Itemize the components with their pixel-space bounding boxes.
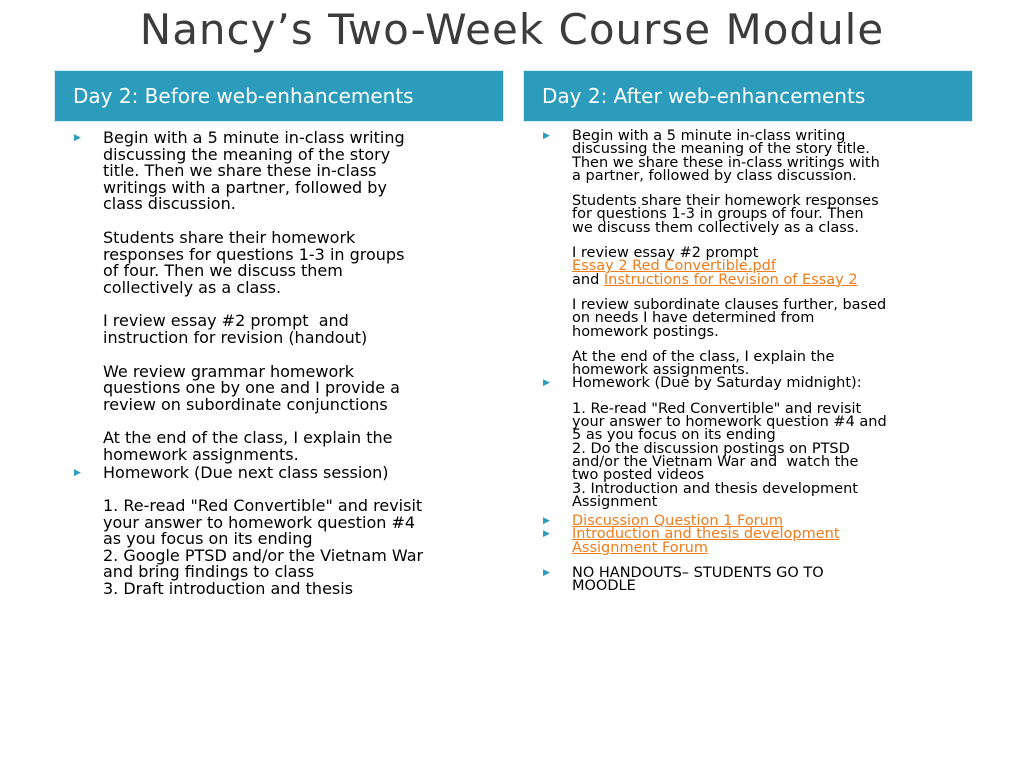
text-line: 2. Do the discussion postings on PTSD: [572, 440, 850, 457]
paragraph: [103, 498, 504, 598]
essay-2-pdf-link[interactable]: Essay 2 Red Convertible.pdf: [572, 258, 776, 275]
text-line: Students share their homework: [103, 227, 356, 247]
text-line: writings with a partner, followed by: [103, 177, 387, 197]
right-column-header-label: Day 2: After web-enhancements: [542, 84, 866, 108]
text-line: 1. Re-read "Red Convertible" and revisit: [572, 400, 862, 417]
discussion-forum-link[interactable]: Discussion Question 1 Forum: [572, 513, 783, 530]
triangle-right-icon: ▶: [74, 467, 81, 478]
right-column: [543, 130, 973, 594]
text-line: questions one by one and I provide a: [103, 378, 400, 398]
text-line: Homework (Due by Saturday midnight):: [572, 375, 862, 392]
text-line: discussing the meaning of the story: [103, 144, 391, 164]
thesis-forum-link-line2[interactable]: Assignment Forum: [572, 539, 708, 556]
text-line: two posted videos: [572, 467, 705, 484]
text-line: Students share their homework responses: [572, 193, 879, 210]
paragraph: [572, 130, 973, 183]
triangle-right-icon: ▶: [543, 378, 550, 389]
text-line: At the end of the class, I explain the: [103, 428, 393, 448]
page-title: Nancy’s Two-Week Course Module: [139, 5, 885, 54]
paragraph: [572, 296, 973, 340]
text-line: I review essay #2 prompt and: [103, 311, 349, 331]
paragraph: [103, 130, 504, 213]
text-line: 2. Google PTSD and/or the Vietnam War: [103, 545, 424, 565]
text-line: We review grammar homework: [103, 361, 355, 381]
text-line: a partner, followed by class discussion.: [572, 167, 857, 184]
paragraph: [572, 528, 973, 555]
text-line: At the end of the class, I explain the: [572, 348, 835, 365]
text-line: NO HANDOUTS– STUDENTS GO TO: [572, 565, 824, 582]
text-line: homework assignments.: [572, 362, 750, 379]
text-line: and bring findings to class: [103, 562, 315, 582]
text-line: Begin with a 5 minute in-class writing: [103, 128, 405, 147]
list-item: [543, 130, 973, 377]
triangle-right-icon: ▶: [543, 529, 550, 540]
text-line: I review essay #2 prompt: [572, 245, 759, 262]
text-line: 1. Re-read "Red Convertible" and revisit: [103, 496, 423, 516]
text-line: Then we share these in-class writings with: [572, 154, 880, 171]
text-line: 3. Introduction and thesis development: [572, 480, 858, 497]
text-line: I review subordinate clauses further, based: [572, 296, 887, 313]
text-line: we discuss them collectively as a class.: [572, 219, 859, 236]
paragraph: [103, 361, 504, 414]
text-line: homework assignments.: [103, 444, 299, 464]
paragraph: [572, 377, 973, 390]
revision-instructions-link[interactable]: Instructions for Revision of Essay 2: [603, 271, 858, 288]
right-column-header: [523, 70, 973, 122]
text-line: 3. Draft introduction and thesis: [103, 579, 354, 599]
paragraph: [103, 430, 504, 463]
text-line: title. Then we share these in-class: [103, 161, 377, 181]
paragraph: [572, 567, 973, 594]
paragraph: [572, 195, 973, 235]
paragraph: [572, 400, 973, 510]
text-line: responses for questions 1-3 in groups: [103, 244, 405, 264]
text-line: homework postings.: [572, 323, 719, 340]
triangle-right-icon: ▶: [543, 568, 550, 579]
text-line: MOODLE: [572, 578, 636, 595]
text-line: 5 as you focus on its ending: [572, 427, 776, 444]
text-line: collectively as a class.: [103, 277, 282, 297]
text-line: your answer to homework question #4: [103, 512, 416, 532]
paragraph: [572, 348, 973, 379]
list-item: [543, 567, 973, 594]
text-line: Assignment: [572, 493, 658, 510]
list-item: [543, 528, 973, 555]
triangle-right-icon: ▶: [74, 133, 81, 143]
triangle-right-icon: ▶: [543, 516, 550, 527]
text-line: of four. Then we discuss them: [103, 261, 343, 281]
thesis-forum-link[interactable]: Introduction and thesis development: [572, 526, 840, 543]
paragraph: [103, 462, 504, 482]
paragraph: [572, 247, 973, 287]
text-line: discussing the meaning of the story title.: [572, 141, 870, 158]
text-line: and/or the Vietnam War and watch the: [572, 453, 859, 470]
text-line: class discussion.: [103, 194, 236, 214]
text-line: instruction for revision (handout): [103, 327, 368, 347]
list-item: [74, 130, 504, 464]
text-line: as you focus on its ending: [103, 529, 313, 549]
text-and: and: [572, 271, 600, 288]
text-line: for questions 1-3 in groups of four. Then: [572, 206, 864, 223]
paragraph: [103, 227, 504, 297]
text-line: your answer to homework question #4 and: [572, 414, 887, 431]
paragraph: [103, 313, 504, 346]
left-column-header: [54, 70, 504, 122]
list-item: [543, 377, 973, 509]
triangle-right-icon: ▶: [543, 131, 550, 141]
list-item: [74, 462, 504, 599]
left-column-header-label: Day 2: Before web-enhancements: [73, 84, 414, 108]
text-line: Homework (Due next class session): [103, 462, 389, 482]
text-line: Begin with a 5 minute in-class writing: [572, 128, 846, 144]
text-line: review on subordinate conjunctions: [103, 394, 388, 414]
left-column: [74, 130, 504, 598]
text-line: on needs I have determined from: [572, 310, 815, 327]
